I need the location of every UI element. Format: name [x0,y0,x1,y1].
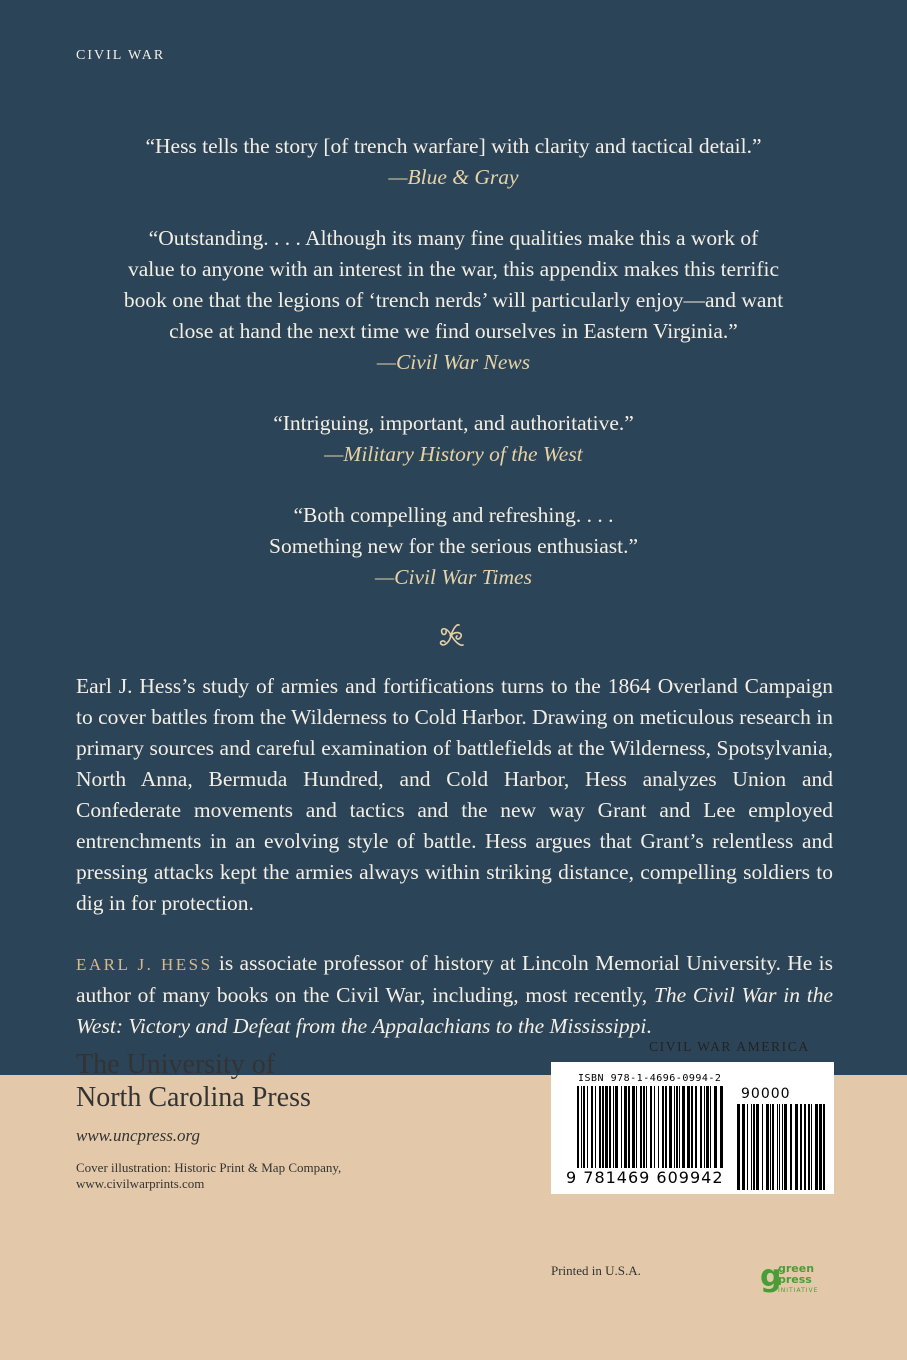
barcode-bar [682,1086,685,1168]
cover-credit [76,1160,341,1192]
barcode-bar [595,1086,596,1168]
quote-3 [60,408,847,470]
barcode-bar [747,1104,748,1190]
barcode-bar [591,1086,593,1168]
barcode-bar [800,1104,802,1190]
addon-number: 90000 [741,1086,791,1102]
barcode-bar [662,1086,664,1168]
barcode-bar [742,1104,745,1190]
barcode-bar [640,1086,642,1168]
quote-2 [60,223,847,378]
barcode-bar [737,1104,740,1190]
barcode-bar [613,1086,614,1168]
barcode-bar [704,1086,705,1168]
publisher-website: www.uncpress.org [76,1126,201,1145]
bio-end: . [646,1014,652,1038]
barcode-bar [772,1104,774,1190]
barcode-bar [650,1086,652,1168]
barcode-bar [632,1086,635,1168]
green-press-logo [760,1259,835,1298]
green-press-letter: g [760,1259,782,1294]
barcode-bar [753,1104,755,1190]
barcode-bar [804,1104,806,1190]
barcode-bar [823,1104,825,1190]
quote-text: “Intriguing, important, and authoritative.” [273,411,634,435]
book-description: Earl J. Hess’s study of armies and fortifications turns to the 1864 Overland Campaign to cover battles from the Wilderness to Cold Harbor. Drawing on meticulous research in primary sources and careful examination of battlefields at the Wilderness, Spotsylvania, North Anna, Bermuda Hundred, and Cold Harbor, Hess analyzes Union and Confederate movements and tactics and the new way Grant and Lee employed entrenchments in an evolving style of battle. Hess argues that Grant’s relentless and pressing attacks kept the armies always within striking distance, compelling soldiers to dig in for protection. [76,674,834,915]
barcode-bar [587,1086,588,1168]
printed-in-label: Printed in U.S.A. [551,1263,641,1278]
barcode-bar [609,1086,611,1168]
author-name: EARL J. HESS [76,955,213,974]
publisher-name [76,1048,311,1114]
barcode-bar [577,1086,579,1168]
barcode-bar [714,1086,717,1168]
barcode-bar [770,1104,771,1190]
bio-text: is associate professor of history at Lincoln Memorial University. He is author of many books on the Civil War, including, most recently, [76,951,833,1007]
series-label: CIVIL WAR AMERICA [649,1039,810,1054]
barcode-bar [751,1104,752,1190]
barcode-bar [762,1104,763,1190]
quote-text-line: close at hand the next time we find ourselves in Eastern Virginia.” [169,319,738,343]
barcode-bar [811,1104,812,1190]
quote-4 [60,500,847,593]
green-press-word-1: green [778,1262,815,1275]
barcode-bar [777,1104,778,1190]
barcode-bar [676,1086,678,1168]
barcode-bar [710,1086,711,1168]
quote-text-line: “Outstanding. . . . Although its many fine qualities make this a work of [148,226,759,250]
barcode-bar [581,1086,582,1168]
ean-number: 9 781469 609942 [566,1168,724,1187]
barcode-bar [687,1086,690,1168]
barcode-bar [624,1086,627,1168]
barcode-bar [599,1086,601,1168]
barcode-bar [643,1086,645,1168]
barcode-bar [756,1104,759,1190]
barcode-bar [819,1104,822,1190]
quote-source: —Civil War News [376,350,531,374]
addon-barcode-icon [737,1104,827,1190]
green-press-word-2: press [778,1273,812,1286]
barcode-bar [583,1086,585,1168]
quote-text-line: “Both compelling and refreshing. . . . [293,503,614,527]
credit-line-2: www.civilwarprints.com [76,1176,205,1191]
barcode-bar [669,1086,672,1168]
credit-line-1: Cover illustration: Historic Print & Map Company, [76,1160,342,1175]
book-title: The Civil War in the West: Victory and Defeat from the Appalachians to the Mississippi [76,983,833,1038]
quote-text-line: Something new for the serious enthusiast.” [268,534,639,558]
barcode-bar [628,1086,630,1168]
quote-text: “Hess tells the story [of trench warfare] with clarity and tactical detail.” [145,134,762,158]
barcode-bar [766,1104,769,1190]
barcode-bar [808,1104,810,1190]
category-label: CIVIL WAR [76,48,166,63]
barcode-bar [674,1086,675,1168]
barcode-bar [602,1086,604,1168]
barcode-bar [695,1086,697,1168]
barcode-bar [782,1104,783,1190]
barcode-bar [621,1086,622,1168]
barcode-bar [795,1104,798,1190]
barcode-bar [691,1086,693,1168]
barcode-bar [615,1086,618,1168]
quote-source: —Military History of the West [324,442,583,466]
barcode-bar [658,1086,659,1168]
green-press-word-3: INITIATIVE [778,1287,819,1294]
barcode-bar [665,1086,667,1168]
barcode-bar [815,1104,818,1190]
barcode-bar [636,1086,637,1168]
ean-barcode-icon [577,1086,723,1168]
quote-source: —Blue & Gray [388,165,519,189]
barcode-bar [679,1086,680,1168]
barcode-bar [784,1104,787,1190]
quote-1 [60,131,847,193]
barcode-bar [779,1104,780,1190]
barcode-bar [700,1086,702,1168]
barcode-bar [720,1086,723,1168]
barcode-bar [605,1086,608,1168]
isbn-label: ISBN 978-1-4696-0994-2 [578,1073,722,1084]
quote-source: —Civil War Times [375,565,532,589]
barcode-bar [646,1086,647,1168]
fleuron-ornament-icon [434,620,468,650]
barcode-bar [654,1086,655,1168]
barcode-bar [706,1086,709,1168]
quote-text-line: book one that the legions of ‘trench nerds’ will particularly enjoy—and want [123,288,784,312]
author-bio [76,948,833,1042]
barcode-bar [790,1104,792,1190]
quote-text-line: value to anyone with an interest in the war, this appendix makes this terrific [127,257,780,281]
publisher-line-2: North Carolina Press [76,1082,311,1113]
publisher-line-1: The University of [76,1049,276,1080]
